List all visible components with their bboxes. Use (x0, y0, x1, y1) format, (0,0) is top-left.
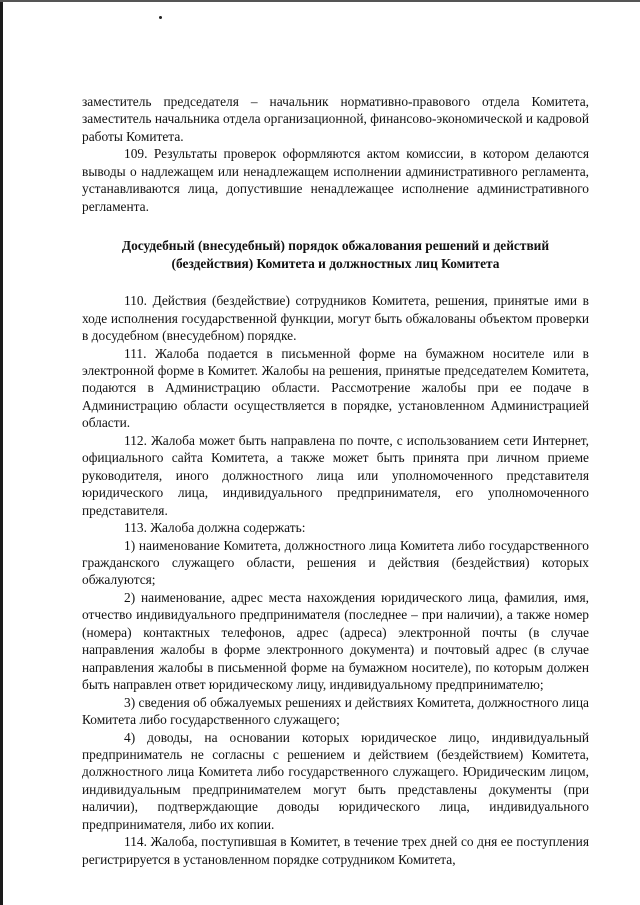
list-item-3: 3) сведения об обжалуемых решениях и действиях Комитета, должностного лица Комитета либо государственного служащего; (82, 694, 589, 728)
list-item-4: 4) доводы, на основании которых юридическое лицо, индивидуальный предприниматель не согласны с решением и действием (бездействием) Комитета, должностного лица Комитета либо государственного служащего. Юридическим лицом, индивидуальным предпринимателем могут быть представлены документы (при наличии), подтверждающие доводы юридического лица, индивидуального предпринимателя, либо их копии. (82, 729, 589, 832)
list-item-2: 2) наименование, адрес места нахождения юридического лица, фамилия, имя, отчество индивидуального предпринимателя (последнее – при наличии), а также номер (номера) контактных телефонов, адрес (адреса) электронной почты (в случае направления жалобы в форме электронного документа) и почтовый адрес (в случае направления жалобы в письменной форме на бумажном носителе), по которым должен быть направлен ответ юридическому лицу, индивидуальному предпринимателю; (82, 589, 589, 693)
scan-edge-left (0, 0, 3, 905)
paragraph-continuation: заместитель председателя – начальник нормативно-правового отдела Комитета, заместитель начальника отдела организационной, финансово-экономической и кадровой работы Комитета. (82, 94, 589, 144)
paragraph-111: 111. Жалоба подается в письменной форме на бумажном носителе или в электронной форме в Комитет. Жалобы на решения, принятые председателем Комитета, подаются в Администрацию области. Рассмотрение жалобы при ее подаче в Администрацию области осуществляется в порядке, установленном Администрацией области. (82, 345, 589, 431)
paragraph-114: 114. Жалоба, поступившая в Комитет, в течение трех дней со дня ее поступления регистрируется в установленном порядке сотрудником Комитета, (82, 834, 589, 867)
paragraph-112: 112. Жалоба может быть направлена по почте, с использованием сети Интернет, официального сайта Комитета, а также может быть принята при личном приеме руководителя, иного должностного лица или уполномоченного представителя юридического лица, индивидуального предпринимателя, его уполномоченного представителя. (82, 432, 589, 518)
paragraph-110: 110. Действия (бездействие) сотрудников Комитета, решения, принятые ими в ходе исполнения государственной функции, могут быть обжалованы объектом проверки в досудебном (внесудебном) порядке. (82, 293, 589, 344)
section-heading (82, 237, 589, 272)
paragraph-113: 113. Жалоба должна содержать: (124, 520, 306, 536)
list-item-1: 1) наименование Комитета, должностного лица Комитета либо государственного гражданского служащего области, решения и действия (бездействия) которых обжалуются; (82, 537, 589, 588)
scan-edge-top (0, 0, 640, 2)
section-heading-line-2: (бездействия) Комитета и должностных лиц Комитета (171, 255, 500, 271)
section-heading-line-1: Досудебный (внесудебный) порядок обжалования решений и действий (121, 238, 550, 254)
document-page (82, 93, 589, 868)
paragraph-109: 109. Результаты проверок оформляются актом комиссии, в котором делаются выводы о надлежащем или ненадлежащем исполнении административного регламента, устанавливаются лица, допустившие ненадлежащее исполнение административного регламента. (82, 146, 589, 214)
scan-speck (159, 16, 162, 19)
